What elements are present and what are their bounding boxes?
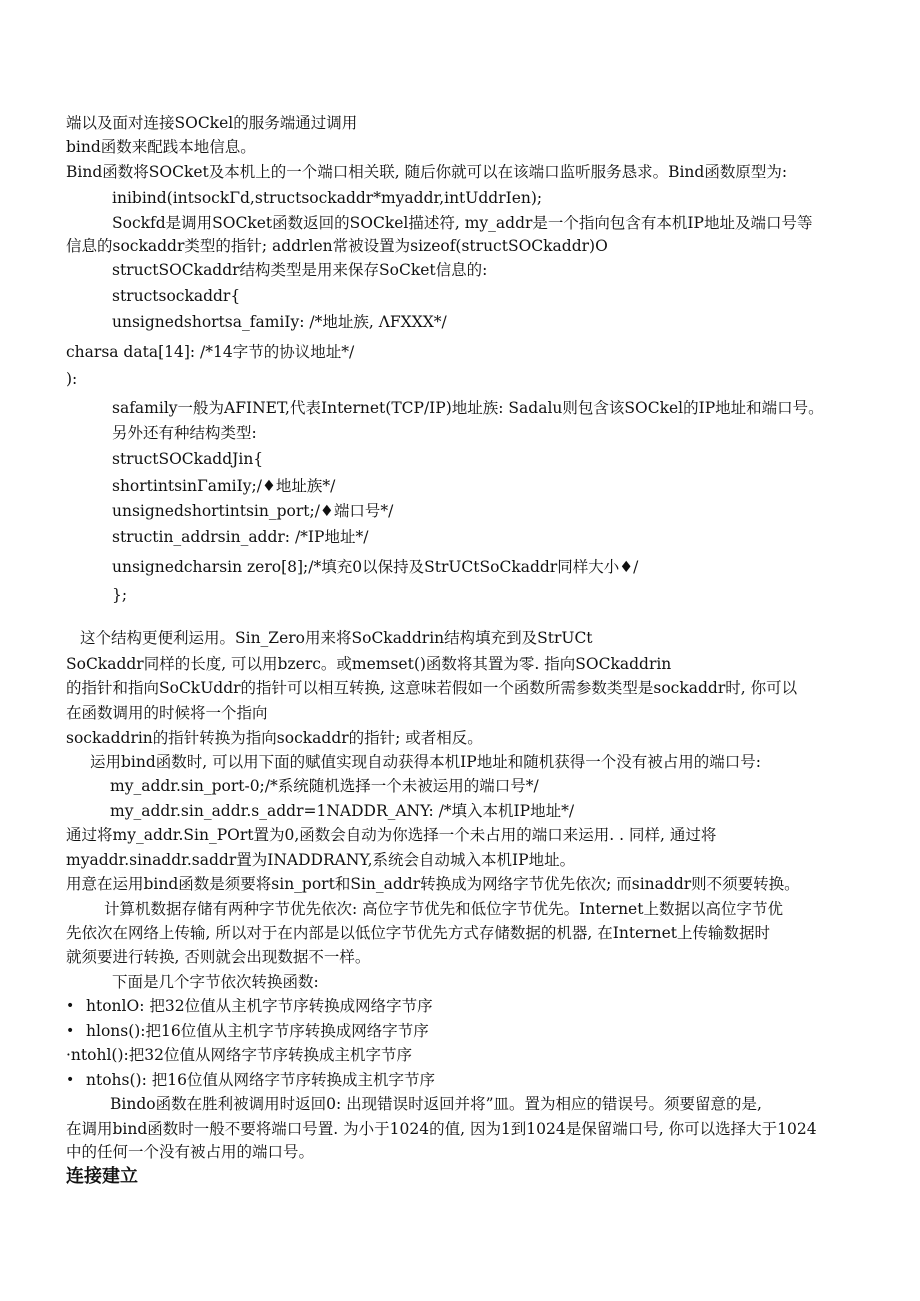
- bullet-icon: •: [66, 998, 75, 1014]
- text-line: 计算机数据存储有两种字节优先依次: 高位字节优先和低位字节优先。Internet上数据以高位字节优: [104, 900, 783, 918]
- text-line: Bind函数将SOCket及本机上的一个端口相关联, 随后你就可以在该端口监听服务恳求。Bind函数原型为:: [66, 163, 788, 181]
- code-line: unsignedcharsin zero[8];/*填充0以保持及StrUCtSoCkaddr同样大小♦/: [112, 558, 639, 576]
- text-line: sockaddrin的指针转换为指向sockaddr的指针; 或者相反。: [66, 729, 483, 747]
- text-line: 通过将my_addr.Sin_POrt置为0,函数会自动为你选择一个未占用的端口来运用. . 同样, 通过将: [66, 826, 717, 844]
- text-line: 就须要进行转换, 否则就会出现数据不一样。: [66, 948, 371, 966]
- text-line: safamily一般为AFINET,代表Internet(TCP/IP)地址族: Sadalu则包含该SOCkel的IP地址和端口号。: [112, 399, 824, 417]
- text-line: myaddr.sinaddr.saddr置为INADDRANY,系统会自动城入本机IP地址。: [66, 851, 576, 869]
- text-line: Bindo函数在胜利被调用时返回0: 出现错误时返回并将”皿。置为相应的错误号。须要留意的是,: [110, 1095, 762, 1113]
- bullet-icon: •: [66, 1023, 75, 1039]
- code-line: structSOCkaddJin{: [112, 450, 264, 468]
- text-line: structSOCkaddr结构类型是用来保存SoCket信息的:: [112, 261, 488, 279]
- text-line: 运用bind函数时, 可以用下面的赋值实现自动获得本机IP地址和随机获得一个没有被占用的端口号:: [90, 753, 761, 771]
- text-line: Sockfd是调用SOCket函数返回的SOCkel描述符, my_addr是一个指向包含有本机IP地址及端口号等: [112, 214, 813, 232]
- text-line: 在函数调用的时候将一个指向: [66, 704, 268, 722]
- code-line: ):: [66, 370, 78, 388]
- list-item: htonlO: 把32位值从主机字节序转换成网络字节序: [86, 997, 433, 1015]
- text-line: 用意在运用bind函数是须要将sin_port和Sin_addr转换成为网络字节优先依次; 而sinaddr则不须要转换。: [66, 875, 800, 893]
- code-line: unsignedshortsa_famiIy: /*地址族, ΛFXXX*/: [112, 313, 447, 331]
- text-line: 端以及面对连接SOCkel的服务端通过调用: [66, 114, 358, 132]
- text-line: 中的任何一个没有被占用的端口号。: [66, 1143, 315, 1161]
- section-heading: 连接建立: [66, 1166, 138, 1187]
- text-line: 另外还有种结构类型:: [112, 424, 257, 442]
- code-line: structsockaddr{: [112, 287, 241, 305]
- text-line: 的指针和指向SoCkUddr的指针可以相互转换, 这意味若假如一个函数所需参数类型是sockaddr时, 你可以: [66, 679, 798, 697]
- bullet-icon: •: [66, 1072, 75, 1088]
- code-line: inibind(intsockΓd,structsockaddr*myaddr,intUddrIen);: [112, 189, 543, 207]
- list-item: ntohs(): 把16位值从网络字节序转换成主机字节序: [86, 1071, 435, 1089]
- text-line: 在调用bind函数时一般不要将端口号置. 为小于1024的值, 因为1到1024是保留端口号, 你可以选择大于1024: [66, 1120, 817, 1138]
- list-item: hlons():把16位值从主机字节序转换成网络字节序: [86, 1022, 429, 1040]
- text-line: 先依次在网络上传输, 所以对于在内部是以低位字节优先方式存储数据的机器, 在Internet上传输数据时: [66, 924, 771, 942]
- code-line: structin_addrsin_addr: /*IP地址*/: [112, 528, 369, 546]
- text-line: SoCkaddr同样的长度, 可以用bzerc。或memset()函数将其置为零. 指向SOCkaddrin: [66, 655, 672, 673]
- text-line: 下面是几个字节依次转换函数:: [112, 973, 319, 991]
- text-line: bind函数来配践本地信息。: [66, 138, 256, 156]
- code-line: my_addr.sin_addr.s_addr=1NADDR_ANY: /*填入本机IP地址*/: [110, 802, 575, 820]
- text-line: 信息的sockaddr类型的指针; addrlen常被设置为sizeof(structSOCkaddr)O: [66, 237, 608, 255]
- list-item: ·ntohl():把32位值从网络字节序转换成主机字节序: [66, 1046, 412, 1064]
- code-line: };: [112, 586, 128, 604]
- code-line: shortintsinΓamiIy;/♦地址族*/: [112, 477, 336, 495]
- code-line: unsignedshortintsin_port;/♦端口号*/: [112, 502, 394, 520]
- text-line: 这个结构更便利运用。Sin_Zero用来将SoCkaddrin结构填充到及StrUCt: [80, 629, 593, 647]
- code-line: charsa data[14]: /*14字节的协议地址*/: [66, 343, 355, 361]
- code-line: my_addr.sin_port-0;/*系统随机选择一个未被运用的端口号*/: [110, 777, 539, 795]
